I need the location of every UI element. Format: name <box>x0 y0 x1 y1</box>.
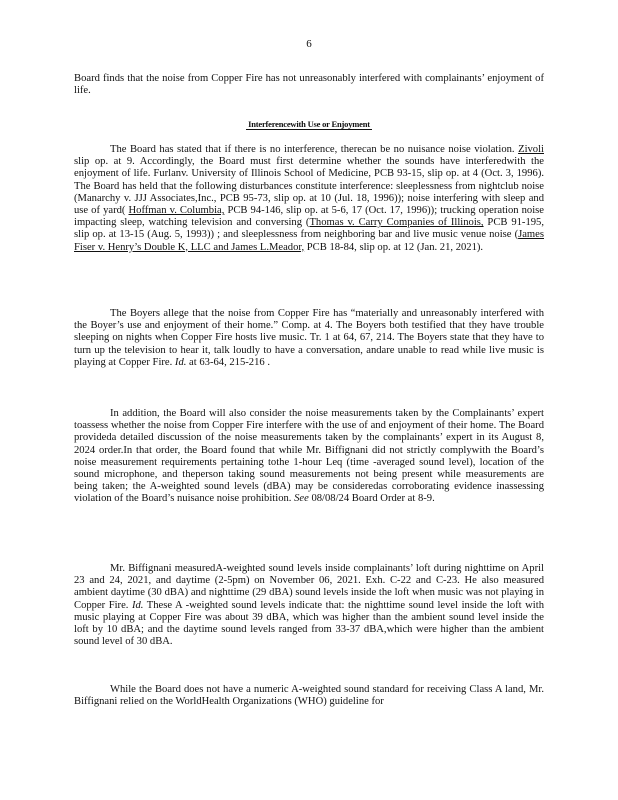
paragraph-noise-measurements: In addition, the Board will also consider the noise measurements taken by the Complainants’ expert toassess whether the noise from Copper Fire interfere with the use of and enjoyment of their home. The Board provideda detailed discussion of the noise measurements taken by the complainants’ expert in its August 8, 2024 order.In that order, the Board found that while Mr. Biffignani did not strictly complywith the Board’s noise measurement requirements pertaining tothe 1-hour Leq (time -averaged sound level), location of the sound microphone, and theperson taking sound measurements not being present while measurements are being taken; the A-weighted sound levels (dBA) may be consideredas corroborating evidence inassessing violation of the Board’s nuisance noise prohibition. See 08/08/24 Board Order at 8-9. <box>74 408 544 505</box>
citation-see: See <box>294 493 309 505</box>
case-citation-hoffman: Hoffman v. Columbia, <box>128 205 225 217</box>
paragraph-continuation <box>74 73 544 97</box>
citation-id: Id. <box>131 599 144 611</box>
case-citation-zivoli: Zivoli <box>518 144 544 155</box>
paragraph-biffignani-measurements: Mr. Biffignani measuredA-weighted sound levels inside complainants’ loft during nighttime on April 23 and 24, 2021, and daytime (2-5pm) on November 06, 2021. Exh. C-22 and C-23. He also measured ambient daytime (30 dBA) and nighttime (29 dBA) sound levels inside the loft when music was not playing in Copper Fire. Id. These A -weighted sound levels indicate that: the nighttime sound level inside the loft with music playing at Copper Fire was about 39 dBA, which was higher than the ambient sound level inside the loft by 10 dBA; and the daytime sound levels ranged from 33-37 dBA,which were higher than the ambient sound level of 30 dBA. <box>74 563 544 648</box>
section-heading-text: Interferencewith Use or Enjoyment <box>248 119 370 129</box>
citation-id: Id. <box>174 356 187 368</box>
paragraph-text: Board finds that the noise from Copper Fire has not unreasonably interfered with complainants’ enjoyment of life. <box>74 73 544 97</box>
case-citation-thomas: Thomas v. Carry Companies of Illinois, <box>309 217 484 229</box>
section-heading <box>74 118 544 130</box>
paragraph-boyers-allegation: The Boyers allege that the noise from Copper Fire has “materially and unreasonably interfered with the Boyer’s use and enjoyment of their home.” Comp. at 4. The Boyers both testified that they have trouble sleeping on nights when Copper Fire hosts live music. Tr. 1 at 64, 67, 214. The Boyers state that they have to turn up the television to hear it, talk loudly to have a conversation, andare unable to read while live music is playing at Copper Fire. Id. at 63-64, 215-216 . <box>74 308 544 368</box>
case-citation-fiser: James Fiser v. Henry’s Double K, LLC and James L.Meador, <box>74 229 544 253</box>
page-number: 6 <box>306 38 312 50</box>
paragraph-interference: The Board has stated that if there is no interference, therecan be no nuisance noise violation. Zivoli slip op. at 9. Accordingly, the Board must first determine whether the sounds have interferedwith the enjoyment of life. Furlanv. University of Illinois School of Medicine, PCB 93-15, slip op. at 4 (Oct. 3, 1996). The Board has held that the following disturbances constitute interference: sleeplessness from nightclub noise (Manarchy v. JJJ Associates,Inc., PCB 95-73, slip op. at 10 (Jul. 18, 1996)); noise interfering with sleep and use of yard( Hoffman v. Columbia, PCB 94-146, slip op. at 5-6, 17 (Oct. 17, 1996)); trucking operation noise impacting sleep, watching television and conversing (Thomas v. Carry Companies of Illinois, PCB 91-195, slip op. at 13-15 (Aug. 5, 1993)) ; and sleeplessness from neighboring bar and live music venue noise (James Fiser v. Henry’s Double K, LLC and James L.Meador, PCB 18-84, slip op. at 12 (Jan. 21, 2021). <box>74 144 545 253</box>
paragraph-who-guideline: While the Board does not have a numeric A-weighted sound standard for receiving Class A land, Mr. Biffignani relied on the WorldHealth Organizations (WHO) guideline for <box>74 684 544 708</box>
